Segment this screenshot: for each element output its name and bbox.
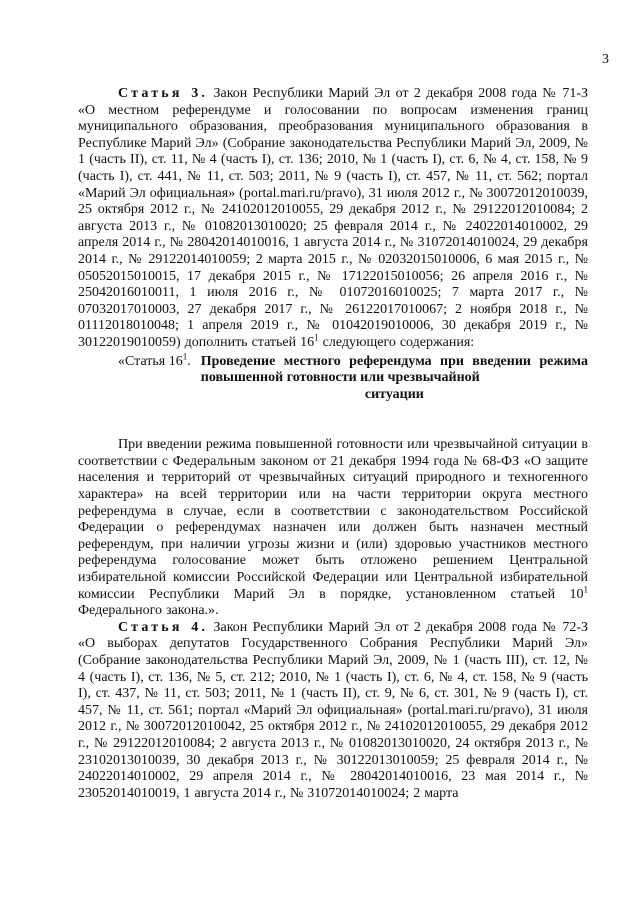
new-article-title-main: Проведение местного референдума при введении режима повышенной готовности или чрезвычайной — [200, 353, 588, 386]
article-4-text: Закон Республики Марий Эл от 2 декабря 2008 года № 72-З «О выборах депутатов Государственного Собрания Республики Марий Эл» (Собрание законодательства Республики Марий Эл, 2009, № 1 (часть III), ст. 12, № 4 (часть I), ст. 136, № 5, ст. 212; 2010, № 1 (часть I), ст. 6, № 4, ст. 158, № 9 (часть I), ст. 437, № 11, ст. 503; 2011, № 1 (часть II), ст. 9, № 6, ст. 301, № 9 (часть I), ст. 457, № 11, ст. 561; портал «Марий Эл официальная» (portal.mari.ru/pravo), 31 июля 2012 г., № 30072012010042, 25 октября 2012 г., № 24102012010055, 29 декабря 2012 г., № 29122012010084; 2 августа 2013 г., № 01082013010020, 24 октября 2013 г., № 23102013010039, 30 декабря 2013 г., № 30122013010059; 25 февраля 2014 г., № 24022014010002, 29 апреля 2014 г., № 28042014010016, 23 мая 2014 г., № 23052014010019, 1 августа 2014 г., № 31072014010024; 2 марта — [78, 619, 589, 801]
article-3-text-end: следующего содержания: — [318, 334, 475, 350]
new-article-body-superscript: 1 — [583, 583, 588, 594]
new-article-label-text: «Статья 16 — [118, 353, 183, 369]
new-article-body — [78, 437, 588, 620]
new-article-label-end: . — [187, 353, 191, 369]
article-4-heading: Статья 4. — [118, 619, 209, 635]
page-number: 3 — [602, 52, 609, 67]
article-3-text: Закон Республики Марий Эл от 2 декабря 2008 года № 71-З «О местном референдуме и голосовании по вопросам изменения границ муниципального образования, преобразования муниципального образования в Республике Марий Эл» (Собрание законодательства Республики Марий Эл, 2009, № 1 (часть II), ст. 11, № 4 (часть I), ст. 136; 2010, № 1 (часть I), ст. 6, № 4, ст. 158, № 9 (часть I), ст. 441, № 11, ст. 503; 2011, № 9 (часть I), ст. 457, № 11, ст. 562; портал «Марий Эл официальная» (portal.mari.ru/pravo), 31 июля 2012 г., № 30072012010039, 25 октября 2012 г., № 24102012010055, 29 декабря 2012 г., № 29122012010084; 2 августа 2013 г., № 01082013010020; 25 февраля 2014 г., № 24022014010002, 29 апреля 2014 г., № 28042014010016, 1 августа 2014 г., № 31072014010024, 29 декабря 2014 г., № 29122014010059; 2 марта 2015 г., № 02032015010006, 6 мая 2015 г., № 05052015010015, 17 декабря 2015 г., № 17122015010056; 26 апреля 2016 г., № 25042016010011, 1 июля 2016 г., № 01072016010025; 7 марта 2017 г., № 07032017010003, 27 декабря 2017 г., № 26122017010067; 2 ноября 2018 г., № 01112018010048; 1 апреля 2019 г., № 01042019010006, 30 декабря 2019 г., № 30122019010059) дополнить статьей 16 — [78, 86, 589, 350]
new-article-header — [78, 350, 588, 404]
new-article-label-superscript: 1 — [182, 350, 188, 361]
spacer — [78, 403, 588, 437]
new-article-label — [118, 350, 191, 404]
article-3-paragraph — [78, 86, 588, 352]
new-article-title — [201, 354, 588, 404]
article-4-paragraph — [78, 620, 588, 803]
new-article-title-last: ситуации — [364, 386, 424, 402]
new-article-body-text: При введении режима повышенной готовности или чрезвычайной ситуации в соответствии с Федеральным законом от 21 декабря 1994 года № 68-ФЗ «О защите населения и территорий от чрезвычайных ситуаций природного и техногенного характера» на всей территории или на части территории округа местного референдума в случае, если в соответствии с законодательством Российской Федерации о референдумах назначен или должен быть назначен местный референдум, при наличии угрозы жизни и (или) здоровью участников местного референдума голосование может быть отложено решением Центральной избирательной комиссии Российской Федерации или Центральной избирательной комиссии Республики Марий Эл в порядке, установленном статьей 10 — [78, 437, 588, 602]
article-3-superscript: 1 — [314, 332, 319, 343]
article-3-heading: Статья 3. — [118, 86, 209, 101]
new-article-body-text-end: Федерального закона.». — [78, 603, 219, 619]
document-body — [78, 86, 588, 802]
